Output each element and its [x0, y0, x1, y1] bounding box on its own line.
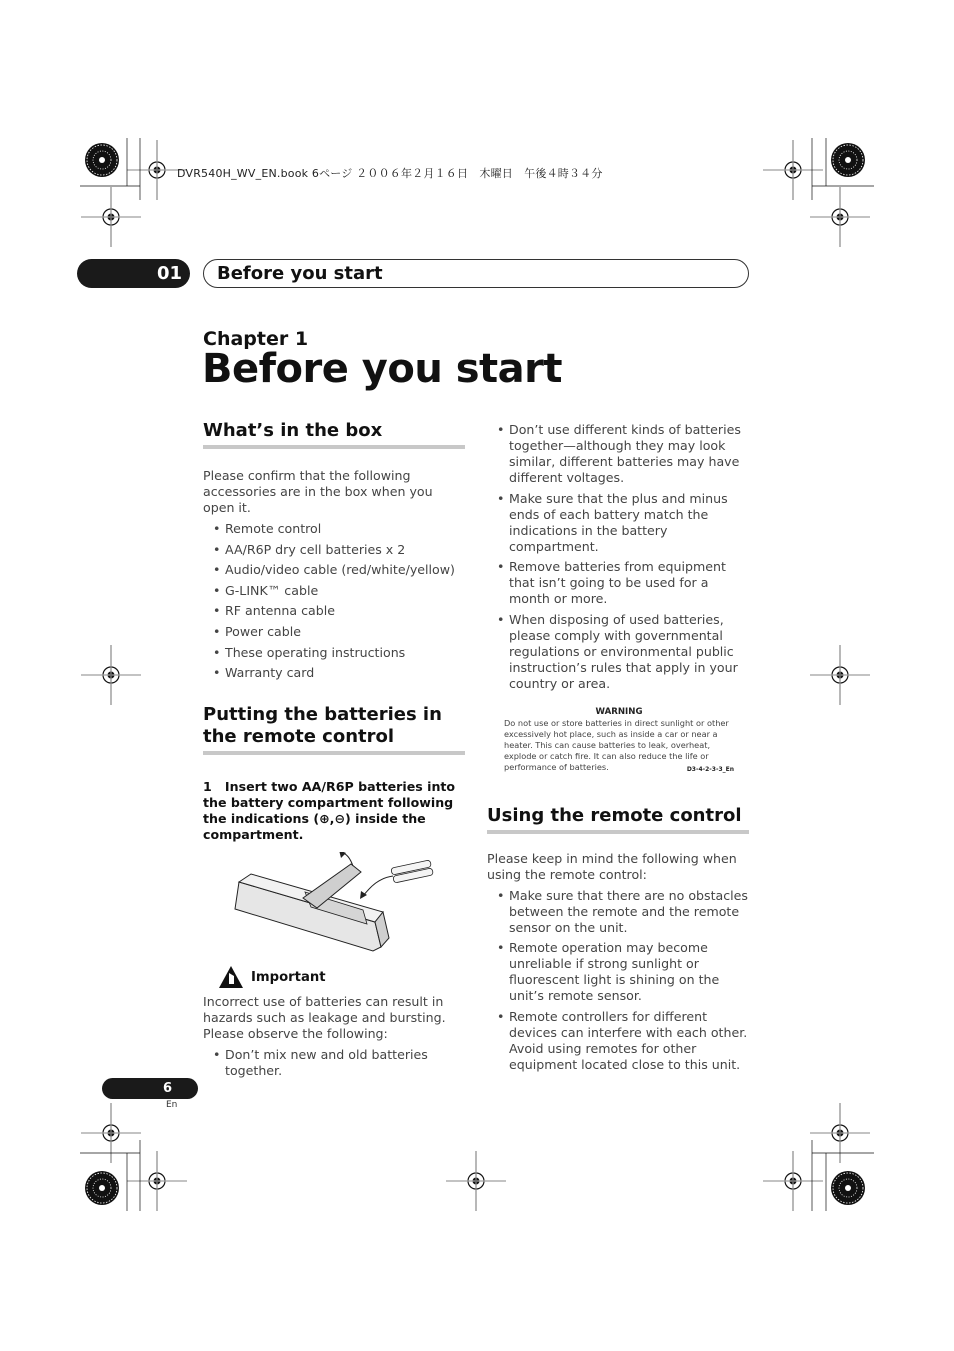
page-language: En	[166, 1100, 178, 1110]
list-item: • Make sure that there are no obstacles between the remote and the remote sensor on the unit.	[487, 888, 749, 936]
list-item: • RF antenna cable	[203, 603, 465, 619]
step-text-a: Insert two AA/R6P batteries into the battery compartment following the indications (	[203, 779, 456, 827]
remote-battery-illustration	[203, 852, 465, 957]
important-list-left	[203, 1047, 465, 1079]
list-item: • These operating instructions	[203, 645, 465, 661]
step-number: 1	[203, 779, 212, 795]
print-info: DVR540H_WV_EN.book 6ページ ２００６年２月１６日 木曜日 午後４時３４分	[177, 167, 603, 180]
remote-list	[487, 888, 749, 1073]
list-item: • Audio/video cable (red/white/yellow)	[203, 562, 465, 578]
list-item: • When disposing of used batteries, please comply with governmental regulations or environmental public instruction’s rules that apply in your country or area.	[487, 612, 749, 692]
step-1	[203, 779, 465, 843]
remote-heading: Using the remote control	[487, 804, 742, 826]
left-column	[203, 420, 465, 1079]
box-list	[203, 521, 465, 681]
right-column	[487, 422, 749, 1073]
heading-rule	[203, 751, 465, 755]
important-heading	[203, 965, 465, 989]
list-item: • AA/R6P dry cell batteries x 2	[203, 542, 465, 558]
step-text-b: ) inside the compartment.	[203, 811, 426, 843]
plus-symbol: ⊕	[319, 811, 330, 827]
list-item: • G-LINK™ cable	[203, 583, 465, 599]
warning-title: WARNING	[595, 706, 643, 717]
page-title: Before you start	[202, 346, 563, 392]
chapter-header-bar	[203, 259, 749, 288]
heading-rule	[487, 830, 749, 834]
important-list-right	[487, 422, 749, 692]
remote-body-illustration	[235, 874, 389, 951]
list-item: • Don’t use different kinds of batteries together—although they may look similar, different batteries may have different voltages.	[487, 422, 749, 486]
warning-code: D3-4-2-3-3_En	[686, 765, 734, 773]
important-label: Important	[251, 969, 326, 985]
warning-hand-icon	[218, 965, 244, 989]
list-item: • Remote control	[203, 521, 465, 537]
chapter-header-title: Before you start	[217, 263, 383, 284]
batteries-heading: Putting the batteries in the remote control	[203, 704, 442, 748]
warning-box	[504, 707, 734, 773]
minus-symbol: ⊖	[334, 811, 346, 827]
warning-text: Do not use or store batteries in direct sunlight or other excessively hot place, such as inside a car or near a heater. This can cause batteries to leak, overheat, explode or catch fire. It can also reduce the life or performance of batteries. D3-4-2-3-3_En	[504, 717, 734, 773]
list-item: • Remote operation may become unreliable if strong sunlight or fluorescent light is shining on the unit’s remote sensor.	[487, 940, 749, 1004]
chapter-label: Chapter 1	[203, 328, 309, 350]
list-item: • Don’t mix new and old batteries together.	[203, 1047, 465, 1079]
comma: ,	[329, 811, 335, 827]
list-item: • Warranty card	[203, 665, 465, 681]
box-heading: What’s in the box	[203, 420, 383, 441]
list-item: • Remove batteries from equipment that isn’t going to be used for a month or more.	[487, 559, 749, 607]
chapter-number-tab: 01	[77, 259, 190, 288]
list-item: • Power cable	[203, 624, 465, 640]
list-item: • Remote controllers for different devices can interfere with each other. Avoid using remotes for other equipment located close to this unit.	[487, 1009, 749, 1073]
list-item: • Make sure that the plus and minus ends of each battery match the indications in the battery compartment.	[487, 491, 749, 555]
page-number: 6	[102, 1078, 198, 1099]
heading-rule	[203, 445, 465, 449]
important-text: Incorrect use of batteries can result in hazards such as leakage and bursting. Please observe the following:	[203, 994, 446, 1042]
box-intro: Please confirm that the following accessories are in the box when you open it.	[203, 468, 433, 515]
remote-intro: Please keep in mind the following when using the remote control:	[487, 850, 737, 882]
batteries-illustration	[391, 860, 434, 883]
